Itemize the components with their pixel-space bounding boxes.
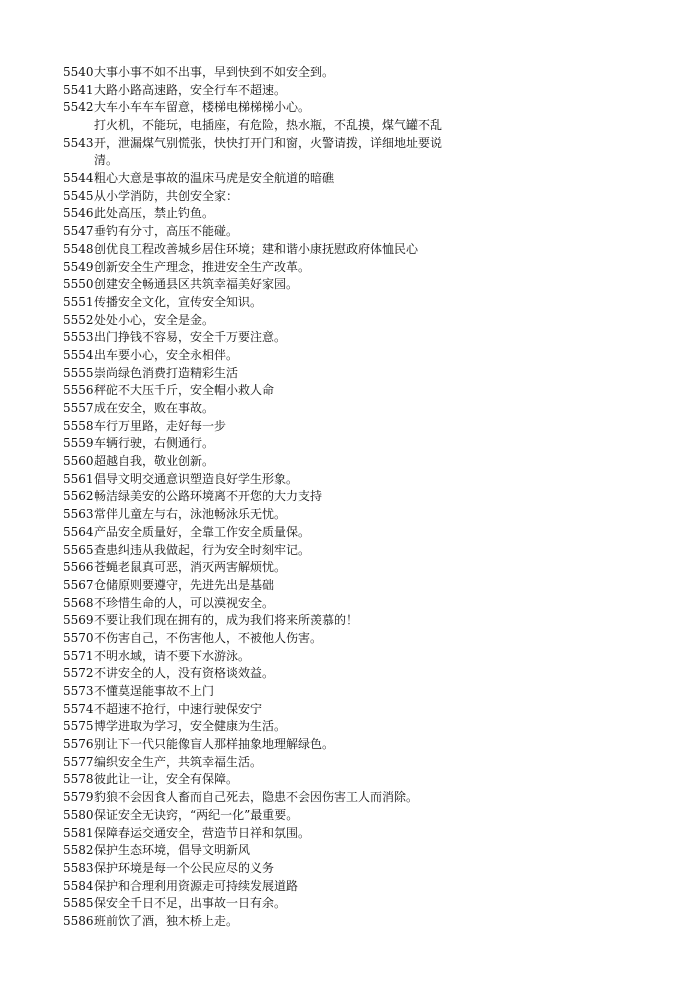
item-text: 常伴儿童左与右，泳池畅泳乐无忧。 xyxy=(94,507,287,522)
item-number: 5579 xyxy=(63,790,94,805)
list-item xyxy=(63,577,663,595)
item-number: 5580 xyxy=(63,807,94,822)
item-number: 5573 xyxy=(63,684,94,698)
item-text: 大车小车车车留意，楼梯电梯梯梯小心。 xyxy=(94,100,311,115)
list-item xyxy=(63,648,663,666)
item-number: 5560 xyxy=(63,454,94,469)
slogan-list xyxy=(63,64,663,931)
item-text: 超越自我，敬业创新。 xyxy=(94,454,215,469)
item-text: 畅洁绿美安的公路环境离不开您的大力支持 xyxy=(94,489,323,504)
list-item xyxy=(63,506,663,524)
item-number: 5565 xyxy=(63,542,94,557)
item-text: 创优良工程改善城乡居住环境；建和谐小康抚慰政府体恤民心 xyxy=(94,241,419,256)
item-number: 5548 xyxy=(63,241,94,256)
list-item xyxy=(63,860,663,878)
list-item xyxy=(63,524,663,542)
item-number: 5570 xyxy=(63,630,94,645)
list-item xyxy=(63,754,663,772)
list-item xyxy=(63,878,663,896)
item-number: 5551 xyxy=(63,294,94,309)
list-item xyxy=(63,365,663,383)
item-text: 出车要小心，安全永相伴。 xyxy=(94,347,239,362)
item-number: 5553 xyxy=(63,330,94,345)
item-text: 不要让我们现在拥有的，成为我们将来所羡慕的！ xyxy=(94,613,359,628)
item-text: 保障春运交通安全，营造节日祥和氛围。 xyxy=(94,825,311,840)
item-text: 从小学消防，共创安全家： xyxy=(94,188,239,203)
item-text: 产品安全质量好，全靠工作安全质量保。 xyxy=(94,524,311,539)
item-text: 不明水域，请不要下水游泳。 xyxy=(94,648,251,663)
item-number: 5567 xyxy=(63,577,94,592)
item-text: 保护和合理利用资源走可持续发展道路 xyxy=(94,878,299,893)
item-number: 5575 xyxy=(63,719,94,734)
item-text: 仓储原则要遵守，先进先出是基础 xyxy=(94,577,275,592)
item-text: 豹狼不会因食人畜而自己死去，隐患不会因伤害工人而消除。 xyxy=(94,790,419,805)
list-item xyxy=(63,418,663,436)
list-item xyxy=(63,488,663,506)
list-item xyxy=(63,895,663,913)
item-text: 车辆行驶，右侧通行。 xyxy=(94,436,215,451)
item-text: 创新安全生产理念，推进安全生产改革。 xyxy=(94,259,311,274)
list-item xyxy=(63,718,663,736)
item-number: 5586 xyxy=(63,913,94,928)
item-text: 不珍惜生命的人，可以漠视安全。 xyxy=(94,595,275,610)
item-text: 不超速不抢行，中速行驶保安宁 xyxy=(94,701,263,716)
list-item xyxy=(63,612,663,630)
item-number: 5572 xyxy=(63,666,94,681)
item-text: 垂钓有分寸，高压不能碰。 xyxy=(94,224,239,239)
list-item xyxy=(63,117,663,170)
item-number: 5585 xyxy=(63,896,94,911)
item-text: 倡导文明交通意识塑造良好学生形象。 xyxy=(94,471,299,486)
item-text: 打火机，不能玩，电插座，有危险，热水瓶，不乱摸，煤气罐不乱开，泄漏煤气别慌张，快快打开门和窗，火警请拨，详细地址要说清。 xyxy=(94,118,443,168)
item-number: 5566 xyxy=(63,560,94,575)
item-text: 大事小事不如不出事，早到快到不如安全到。 xyxy=(94,65,335,79)
item-number: 5545 xyxy=(63,188,94,203)
item-number: 5577 xyxy=(63,754,94,769)
item-number: 5559 xyxy=(63,436,94,451)
item-number: 5554 xyxy=(63,347,94,362)
item-number: 5543 xyxy=(63,135,94,150)
list-item xyxy=(63,347,663,365)
list-item xyxy=(63,312,663,330)
list-item xyxy=(63,771,663,789)
list-item xyxy=(63,789,663,807)
item-number: 5544 xyxy=(63,171,94,186)
item-number: 5571 xyxy=(63,648,94,663)
list-item xyxy=(63,170,663,188)
item-text: 保安全千日不足，出事故一日有余。 xyxy=(94,896,287,911)
list-item xyxy=(63,188,663,206)
item-number: 5584 xyxy=(63,878,94,893)
item-text: 保护生态环境，倡导文明新风 xyxy=(94,843,251,858)
item-text: 苍蝇老鼠真可恶，消灭两害解烦忧。 xyxy=(94,560,287,575)
item-number: 5569 xyxy=(63,613,94,628)
item-number: 5582 xyxy=(63,843,94,858)
item-number: 5562 xyxy=(63,489,94,504)
list-item xyxy=(63,913,663,931)
item-number: 5563 xyxy=(63,507,94,522)
item-text: 大路小路高速路，安全行车不超速。 xyxy=(94,82,287,97)
item-number: 5550 xyxy=(63,277,94,292)
item-text: 保护环境是每一个公民应尽的义务 xyxy=(94,860,275,875)
list-item xyxy=(63,205,663,223)
item-number: 5574 xyxy=(63,701,94,716)
list-item xyxy=(63,842,663,860)
item-number: 5547 xyxy=(63,224,94,239)
list-item xyxy=(63,665,663,683)
item-text: 别让下一代只能像盲人那样抽象地理解绿色。 xyxy=(94,737,335,752)
item-number: 5581 xyxy=(63,825,94,840)
item-text: 崇尚绿色消费打造精彩生活 xyxy=(94,365,239,380)
list-item xyxy=(63,382,663,400)
item-text: 粗心大意是事故的温床马虎是安全航道的暗礁 xyxy=(94,171,335,186)
item-text: 班前饮了酒，独木桥上走。 xyxy=(94,913,239,928)
item-number: 5555 xyxy=(63,365,94,380)
list-item xyxy=(63,241,663,259)
list-item xyxy=(63,630,663,648)
item-number: 5546 xyxy=(63,206,94,221)
list-item xyxy=(63,701,663,719)
item-number: 5549 xyxy=(63,259,94,274)
list-item xyxy=(63,82,663,100)
item-number: 5541 xyxy=(63,82,94,97)
item-text: 不伤害自己，不伤害他人，不被他人伤害。 xyxy=(94,630,323,645)
list-item xyxy=(63,223,663,241)
list-item xyxy=(63,276,663,294)
item-number: 5540 xyxy=(63,65,94,79)
item-number: 5557 xyxy=(63,401,94,415)
item-text: 不讲安全的人，没有资格谈效益。 xyxy=(94,666,275,681)
list-item xyxy=(63,64,663,82)
item-text: 查患纠违从我做起，行为安全时刻牢记。 xyxy=(94,542,311,557)
list-item xyxy=(63,595,663,613)
item-text: 出门挣钱不容易，安全千万要注意。 xyxy=(94,330,287,345)
item-text: 创建安全畅通县区共筑幸福美好家园。 xyxy=(94,277,299,292)
list-item xyxy=(63,542,663,560)
item-number: 5583 xyxy=(63,860,94,875)
item-number: 5561 xyxy=(63,471,94,486)
item-text: 成在安全，败在事故。 xyxy=(94,401,215,415)
item-text: 博学进取为学习，安全健康为生活。 xyxy=(94,719,287,734)
list-item xyxy=(63,294,663,312)
item-number: 5556 xyxy=(63,383,94,398)
item-text: 处处小心，安全是金。 xyxy=(94,312,215,327)
item-text: 此处高压，禁止钓鱼。 xyxy=(94,206,215,221)
item-text: 彼此让一让，安全有保障。 xyxy=(94,772,239,787)
list-item xyxy=(63,453,663,471)
item-number: 5578 xyxy=(63,772,94,787)
list-item xyxy=(63,736,663,754)
item-text: 秤砣不大压千斤，安全帽小救人命 xyxy=(94,383,275,398)
list-item xyxy=(63,471,663,489)
item-text: 保证安全无诀窍，“两纪一化”最重要。 xyxy=(94,807,299,822)
list-item xyxy=(63,559,663,577)
item-number: 5576 xyxy=(63,737,94,752)
list-item xyxy=(63,400,663,418)
item-text: 不懂莫逞能事故不上门 xyxy=(94,684,215,698)
item-number: 5542 xyxy=(63,100,94,115)
item-number: 5564 xyxy=(63,524,94,539)
item-text: 编织安全生产，共筑幸福生活。 xyxy=(94,754,263,769)
list-item xyxy=(63,329,663,347)
list-item xyxy=(63,435,663,453)
list-item xyxy=(63,683,663,701)
list-item xyxy=(63,259,663,277)
list-item xyxy=(63,99,663,117)
list-item xyxy=(63,825,663,843)
item-number: 5552 xyxy=(63,312,94,327)
list-item xyxy=(63,807,663,825)
item-text: 车行万里路，走好每一步 xyxy=(94,418,227,433)
item-text: 传播安全文化，宣传安全知识。 xyxy=(94,294,263,309)
item-number: 5558 xyxy=(63,418,94,433)
item-number: 5568 xyxy=(63,595,94,610)
